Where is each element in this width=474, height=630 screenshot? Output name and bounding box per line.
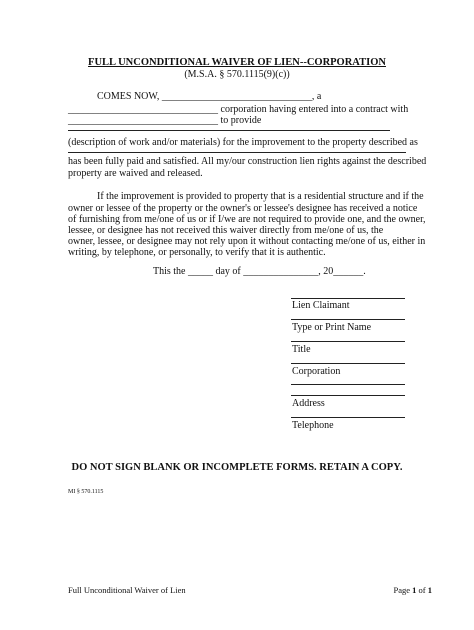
signature-line (291, 298, 405, 299)
corporation-label: Corporation (292, 366, 341, 377)
signature-line (291, 417, 405, 418)
signature-line (291, 384, 405, 385)
paragraph-line: writing, by telephone, or personally, to verify that it is authentic. (68, 247, 326, 258)
signature-line (291, 363, 405, 364)
print-name-label: Type or Print Name (292, 322, 372, 333)
page-of: of (418, 585, 426, 595)
code-reference: MI § 570.1115 (68, 489, 104, 495)
signature-line (291, 341, 405, 342)
paragraph-line: owner, lessee, or designee may not rely upon it without contacting me/one of us, either in (68, 236, 426, 247)
paid-line-2: property are waived and released. (68, 168, 203, 179)
page-current: 1 (412, 585, 417, 595)
paragraph-line: lessee, or designee has not received this waiver directly from me/one of us, the (68, 225, 384, 236)
signature-line (291, 319, 405, 320)
property-description-blank (68, 152, 406, 153)
comes-now-line: COMES NOW, ______________________________, a (97, 91, 322, 102)
paragraph-line: owner or lessee of the property or the owner's or lessee's designee has received a notice (68, 203, 418, 214)
lien-claimant-label: Lien Claimant (292, 300, 350, 311)
description-line: (description of work and/or materials) for the improvement to the property described as (68, 137, 418, 148)
warning-notice: DO NOT SIGN BLANK OR INCOMPLETE FORMS. RETAIN A COPY. (71, 462, 403, 473)
document-title: FULL UNCONDITIONAL WAIVER OF LIEN--CORPORATION (88, 57, 386, 68)
page-number (372, 585, 432, 595)
address-label: Address (292, 398, 325, 409)
corporation-line: ______________________________ corporation having entered into a contract with (68, 104, 409, 115)
paragraph-line: of furnishing from me/one of us or if I/we are not required to provide one, and the owner, (68, 214, 426, 225)
paid-line-1: has been fully paid and satisfied. All my/our construction lien rights against the described (68, 156, 427, 167)
telephone-label: Telephone (292, 420, 334, 431)
page-total: 1 (427, 585, 432, 595)
statute-reference: (M.S.A. § 570.1115(9)(c)) (184, 69, 290, 80)
paragraph-line: If the improvement is provided to property that is a residential structure and if the (97, 191, 424, 202)
work-description-blank (68, 130, 390, 131)
page-label: Page (393, 585, 411, 595)
provide-line: ______________________________ to provide (68, 115, 262, 126)
date-line: This the _____ day of _______________, 20______. (153, 266, 366, 277)
signature-line (291, 395, 405, 396)
title-label: Title (292, 344, 311, 355)
footer-title: Full Unconditional Waiver of Lien (68, 585, 186, 595)
